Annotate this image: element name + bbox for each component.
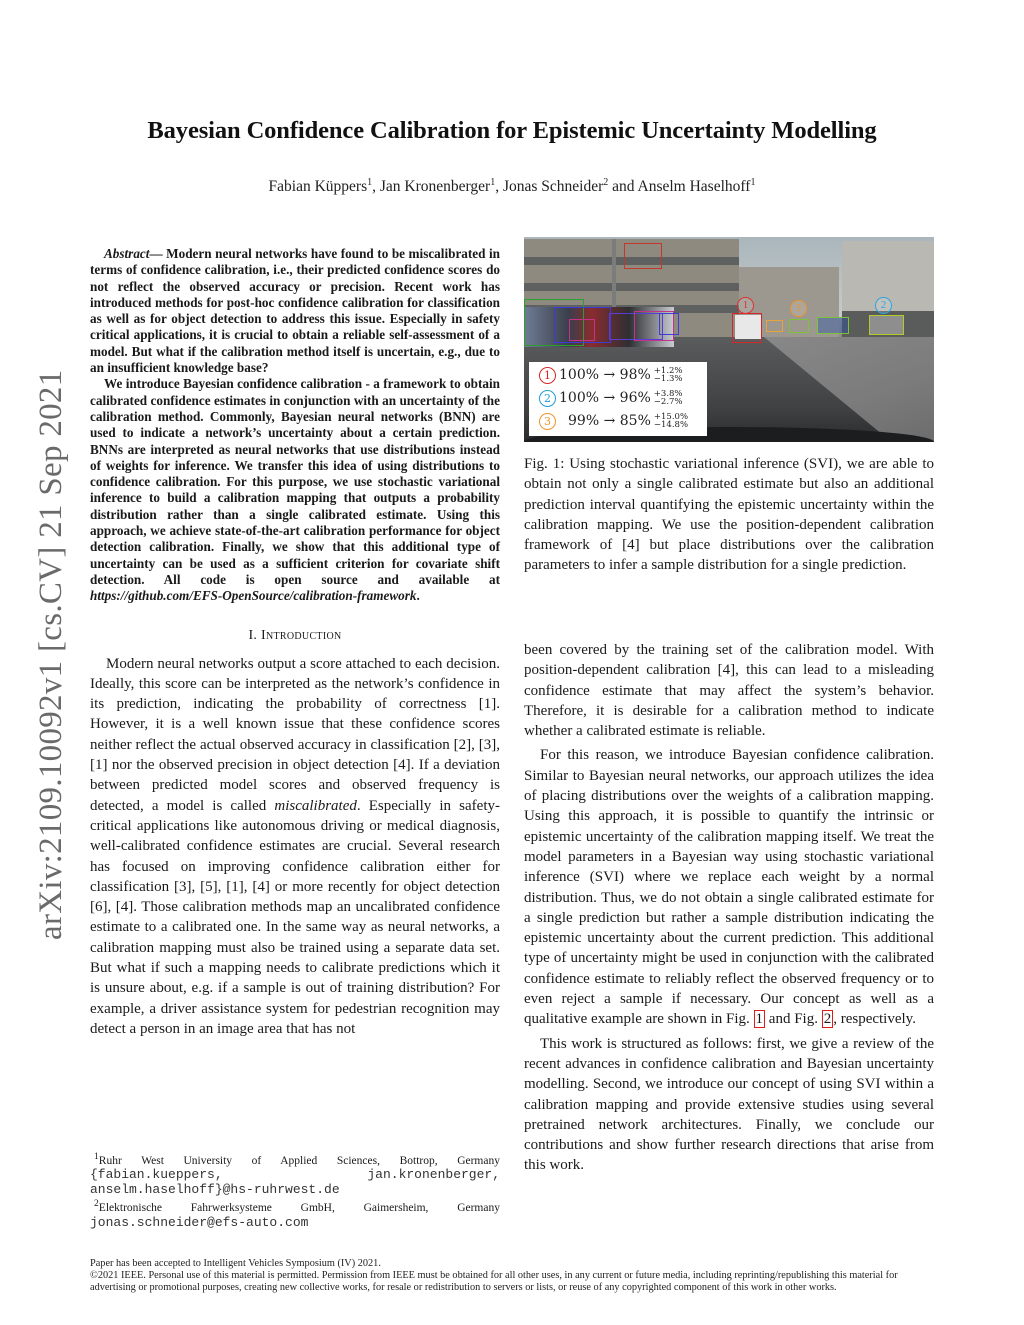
- arrow-icon: →: [603, 413, 616, 429]
- footnote-text: Elektronische Fahrwerksysteme GmbH, Gaimersheim, Germany: [98, 1202, 500, 1215]
- acceptance-note: Paper has been accepted to Intelligent Vehicles Symposium (IV) 2021.: [90, 1258, 381, 1269]
- figure-1-street-scene: [524, 237, 934, 442]
- legend-marker-3: 3: [539, 413, 556, 430]
- emphasis-miscalibrated: miscalibrated: [274, 797, 357, 814]
- footnote-mark: 2: [94, 1198, 99, 1210]
- detection-box-3: [789, 319, 809, 333]
- uncalibrated-value: 100%: [559, 367, 600, 383]
- abstract: [90, 246, 500, 605]
- detection-box: [659, 313, 679, 335]
- paper-title: Bayesian Confidence Calibration for Epistemic Uncertainty Modelling: [147, 117, 877, 144]
- author-name: Jonas Schneider: [502, 178, 604, 196]
- intro-body-right: [524, 640, 934, 1176]
- left-column: [90, 246, 500, 1039]
- abstract-label: Abstract: [104, 246, 150, 261]
- uncalibrated-value: 99%: [568, 413, 600, 429]
- detection-box-2: [869, 315, 904, 335]
- interval-lower: −2.7%: [653, 397, 683, 407]
- legend-marker-1: 1: [539, 367, 556, 384]
- code-link[interactable]: https://github.com/EFS-OpenSource/calibration-framework: [90, 588, 417, 604]
- marker-2: 2: [875, 297, 892, 314]
- intro-paragraph-3: This work is structured as follows: first, we give a review of the recent advances in confidence calibration and Bayesian uncertainty modelling. Second, we introduce our concept of using SVI within a calibration mapping and provide extensive studies using several pretrained network architectures. Finally, we conclude our contributions and show further research directions that arise from this work.: [524, 1035, 934, 1174]
- arrow-icon: →: [603, 390, 616, 406]
- footnote-email: {fabian.kueppers, jan.kronenberger, anselm.haselhoff}@hs-ruhrwest.de: [90, 1167, 500, 1197]
- detection-box: [624, 243, 662, 269]
- footnotes: [90, 1150, 500, 1230]
- calibrated-value: 98%: [619, 367, 651, 383]
- abstract-paragraph-1: [90, 246, 500, 376]
- intro-text: Modern neural networks output a score attached to each decision. Ideally, this score can be interpreted as the network’s confidence in its prediction, indicating the probability of correctness [1]. However, it is a well known issue that these confidence scores neither reflect the actual observed accuracy in classification [2], [3], [1] nor the observed precision in object detection [4]. If a deviation between predicted model scores and observed frequency is detected, a model is called: [90, 655, 500, 814]
- author-name: Anselm Haselhoff: [637, 178, 751, 196]
- interval-upper: +15.0%: [653, 411, 689, 422]
- prediction-interval: [654, 367, 683, 384]
- intro-text: . Especially in safety-critical applications like autonomous driving or medical diagnosis, well-calibrated confidence estimates are crucial. Several research has focused on improving confidence calibration either for classification [3], [5], [1], [4] or more recently for object detection [6], [4]. Those calibration methods map an uncalibrated confidence estimate to a calibrated one. In the same way as neural networks, a calibration mapping must also be trained using a separate data set. But what if such a mapping needs to calibrate predictions which it is unsure about, e.g. if a sample is out of training distribution? For example, a driver assistance system for pedestrian recognition may detect a person in an image area that has not: [90, 797, 500, 1037]
- prediction-interval: [654, 390, 683, 407]
- abstract-dash: —: [149, 246, 167, 261]
- intro-text: and Fig.: [765, 1011, 822, 1028]
- arrow-icon: →: [603, 367, 616, 383]
- legend-values: [559, 367, 651, 383]
- marker-3: 3: [790, 300, 807, 317]
- interval-lower: −1.3%: [653, 374, 683, 384]
- intro-paragraph-2: [524, 745, 934, 1029]
- legend-row-3: [539, 410, 688, 432]
- section-number: I.: [248, 627, 262, 643]
- author-name: Fabian Küppers: [268, 178, 368, 196]
- right-column-top: [524, 237, 934, 576]
- footnote-1: [90, 1150, 500, 1197]
- footnote-mark: 1: [94, 1151, 99, 1162]
- author-separator: and: [608, 178, 638, 196]
- abstract-text: Modern neural networks have found to be miscalibrated in terms of confidence calibration, i.e., their predicted confidence scores do not reflect the observed accuracy or precision. Recent work has introduced methods for post-hoc confidence calibration for classification as well as for object detection to address this issue. Especially in safety critical applications, it is crucial to obtain a reliable self-assessment of a model. But what if the calibration method itself is uncertain, e.g., due to an insufficient knowledge base?: [90, 246, 501, 376]
- affiliation-mark: 1: [490, 177, 496, 188]
- section-heading-introduction: [90, 628, 500, 644]
- affiliation-mark: 2: [603, 177, 609, 188]
- intro-body-left: [90, 654, 500, 1040]
- author-list: [0, 177, 1024, 196]
- footnote-email: jonas.schneider@efs-auto.com: [90, 1214, 309, 1230]
- legend-row-1: [539, 364, 683, 386]
- footnote-2: [90, 1197, 500, 1230]
- legend-row-2: [539, 387, 683, 409]
- marker-1: 1: [737, 297, 754, 314]
- abstract-end: .: [416, 588, 420, 604]
- figure-ref-1-link[interactable]: 1: [755, 1011, 764, 1028]
- affiliation-mark: 1: [367, 177, 373, 188]
- figure-ref-2-link[interactable]: 2: [823, 1011, 832, 1028]
- affiliation-mark: 1: [750, 177, 756, 188]
- uncalibrated-value: 100%: [559, 390, 600, 406]
- figure-1-caption: Fig. 1: Using stochastic variational inference (SVI), we are able to obtain not only a single calibrated estimate but also an additional prediction interval quantifying the epistemic uncertainty within the calibration mapping. We use the position-dependent calibration framework of [4] but place distributions over the calibration parameters to infer a sample distribution for a single prediction.: [524, 456, 934, 574]
- author-separator: ,: [372, 178, 380, 196]
- calibrated-value: 96%: [619, 390, 651, 406]
- intro-paragraph-1: [90, 654, 500, 1040]
- intro-text: For this reason, we introduce Bayesian confidence calibration. Similar to Bayesian neural networks, our approach utilizes the idea of placing distributions over the weights of a calibration mapping. Using this approach, it is possible to quantify the intrinsic or epistemic uncertainty of the calibration mapping itself. We treat the model parameters in a Bayesian way using stochastic variational inference (SVI) where we replace each weight by a normal distribution. Thus, we do not obtain a single calibrated estimate for a single prediction but rather a sample distribution indicating the epistemic uncertainty about the current prediction. This additional type of uncertainty might be used in conjunction with the calibrated confidence estimate to reliably reflect the observed frequency or to even reject a sample if necessary. Our concept as well as a qualitative example are shown in Fig.: [524, 747, 934, 1028]
- detection-box-1: [732, 313, 762, 343]
- arxiv-stamp: arXiv:2109.10092v1 [cs.CV] 21 Sep 2021: [33, 369, 69, 940]
- detection-box: [817, 317, 849, 334]
- prediction-interval: [654, 413, 688, 430]
- calibrated-value: 85%: [619, 413, 651, 429]
- intro-paragraph-1-continued: been covered by the training set of the calibration model. With position-dependent calibration [4], this can lead to a misleading confidence estimate that may affect the system’s behavior. Therefore, it is desirable for a calibration method to indicate whether a calibrated estimate is reliable.: [524, 642, 934, 740]
- copyright-notice: ©2021 IEEE. Personal use of this material is permitted. Permission from IEEE must be obtained for all other uses, in any current or future media, including reprinting/republishing this material for advertising or promotional purposes, creating new collective works, for resale or redistribution to servers or lists, or reuse of any copyrighted component of this work in other works.: [90, 1269, 898, 1293]
- legend-values: [568, 413, 651, 429]
- section-title-text: Introduction: [261, 627, 342, 643]
- author-name: Jan Kronenberger: [379, 178, 491, 196]
- legend-marker-2: 2: [539, 390, 556, 407]
- legend-values: [559, 390, 651, 406]
- detection-box: [766, 320, 783, 332]
- interval-upper: +1.2%: [653, 365, 683, 376]
- window-band: [524, 283, 739, 291]
- interval-upper: +3.8%: [653, 388, 683, 399]
- detection-box: [569, 319, 595, 341]
- copyright-footer: [90, 1258, 935, 1293]
- interval-lower: −14.8%: [653, 420, 689, 430]
- abstract-paragraph-2: [90, 376, 500, 604]
- calibration-legend: [529, 362, 707, 436]
- footnote-text: Ruhr West University of Applied Sciences, Bottrop, Germany: [98, 1154, 500, 1167]
- author-separator: ,: [495, 178, 503, 196]
- abstract-text: We introduce Bayesian confidence calibration - a framework to obtain calibrated confidence estimates in conjunction with an uncertainty of the calibration method. Commonly, Bayesian neural networks (BNN) are used to indicate a network’s uncertainty about a certain prediction. BNNs are interpreted as neural networks that use distributions instead of weights for inference. We transfer this idea of using distributions to confidence calibration. For this purpose, we use stochastic variational inference to build a calibration mapping that outputs a probability distribution rather than a single calibrated estimate. Using this approach, we achieve state-of-the-art calibration performance for object detection calibration. Finally, we show that this additional type of uncertainty can be used as a sufficient criterion for covariate shift detection. All code is open source and available at: [90, 376, 500, 587]
- intro-text: , respectively.: [833, 1011, 916, 1028]
